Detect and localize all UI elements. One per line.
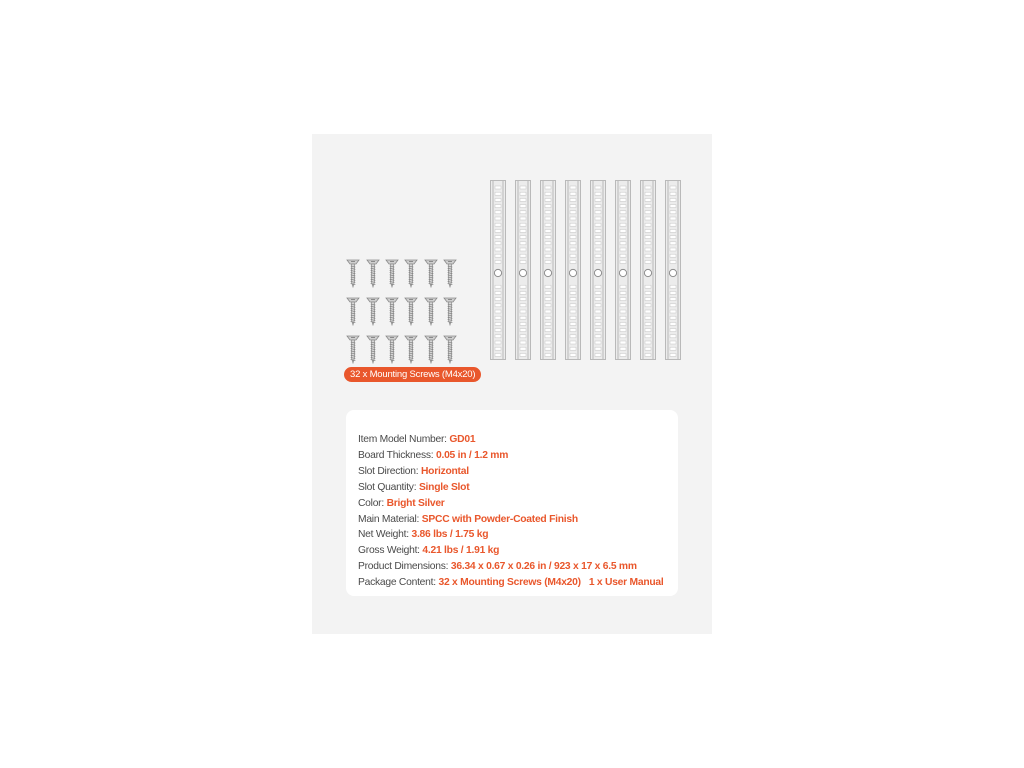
spec-value: 4.21 lbs / 1.91 kg [422, 545, 500, 557]
screw-icon [366, 296, 380, 326]
spec-row-thickness [358, 448, 663, 464]
screw-icon [443, 334, 457, 364]
spec-row-slot-quantity [358, 480, 663, 496]
screw-icon [443, 296, 457, 326]
slotted-rail-icon [540, 180, 556, 360]
spec-row-color [358, 496, 663, 512]
slotted-rail-icon [565, 180, 581, 360]
rails-group [490, 180, 684, 364]
slotted-rail-icon [490, 180, 506, 360]
screw-icon [443, 258, 457, 288]
spec-row-gross-weight [358, 543, 663, 559]
screw-icon [424, 334, 438, 364]
spec-row-model [358, 432, 663, 448]
slotted-rail-icon [515, 180, 531, 360]
spec-value: 32 x Mounting Screws (M4x20) [438, 577, 581, 589]
spec-row-net-weight [358, 527, 663, 543]
spec-value: GD01 [449, 434, 476, 445]
screw-icon [424, 296, 438, 326]
screw-icon [346, 296, 360, 326]
spec-label: Product Dimensions: [358, 561, 451, 573]
spec-extra-value: 1 x User Manual [588, 577, 664, 589]
screw-icon [385, 334, 399, 364]
slotted-rail-icon [590, 180, 606, 360]
product-panel [312, 134, 712, 634]
screw-icon [366, 334, 380, 364]
spec-label: Gross Weight: [358, 545, 423, 557]
screw-icon [404, 296, 418, 326]
screw-icon [385, 258, 399, 288]
spec-value: Single Slot [418, 481, 470, 493]
spec-label: Board Thickness: [358, 449, 436, 461]
spec-value: 36.34 x 0.67 x 0.26 in / 923 x 17 x 6.5 mm [450, 561, 637, 573]
screw-icon [366, 258, 380, 288]
spec-label: Slot Direction: [358, 465, 421, 477]
screw-icon [424, 258, 438, 288]
slotted-rail-icon [615, 180, 631, 360]
slotted-rail-icon [665, 180, 681, 360]
slotted-rail-icon [640, 180, 656, 360]
spec-label: Item Model Number: [358, 434, 450, 445]
spec-value: Bright Silver [386, 497, 445, 509]
screw-icon [404, 334, 418, 364]
spec-label: Slot Quantity: [358, 481, 419, 493]
spec-row-package-content [358, 575, 663, 591]
specifications-card [346, 410, 678, 596]
spec-label: Package Content: [358, 577, 439, 589]
screw-icon [385, 296, 399, 326]
specifications-list [358, 432, 663, 591]
spec-row-material [358, 512, 663, 528]
spec-value: Horizontal [420, 465, 469, 477]
screws-quantity-badge: 32 x Mounting Screws (M4x20) [344, 367, 481, 382]
spec-value: 3.86 lbs / 1.75 kg [411, 529, 489, 541]
spec-label: Net Weight: [358, 529, 412, 541]
spec-label: Main Material: [358, 513, 422, 525]
screw-icon [346, 334, 360, 364]
spec-row-dimensions [358, 559, 663, 575]
spec-value: 0.05 in / 1.2 mm [435, 449, 509, 461]
spec-value: SPCC with Powder-Coated Finish [421, 513, 578, 525]
screw-icon [404, 258, 418, 288]
spec-row-slot-direction [358, 464, 663, 480]
spec-label: Color: [358, 497, 387, 509]
screw-icon [346, 258, 360, 288]
screws-group [346, 258, 472, 362]
